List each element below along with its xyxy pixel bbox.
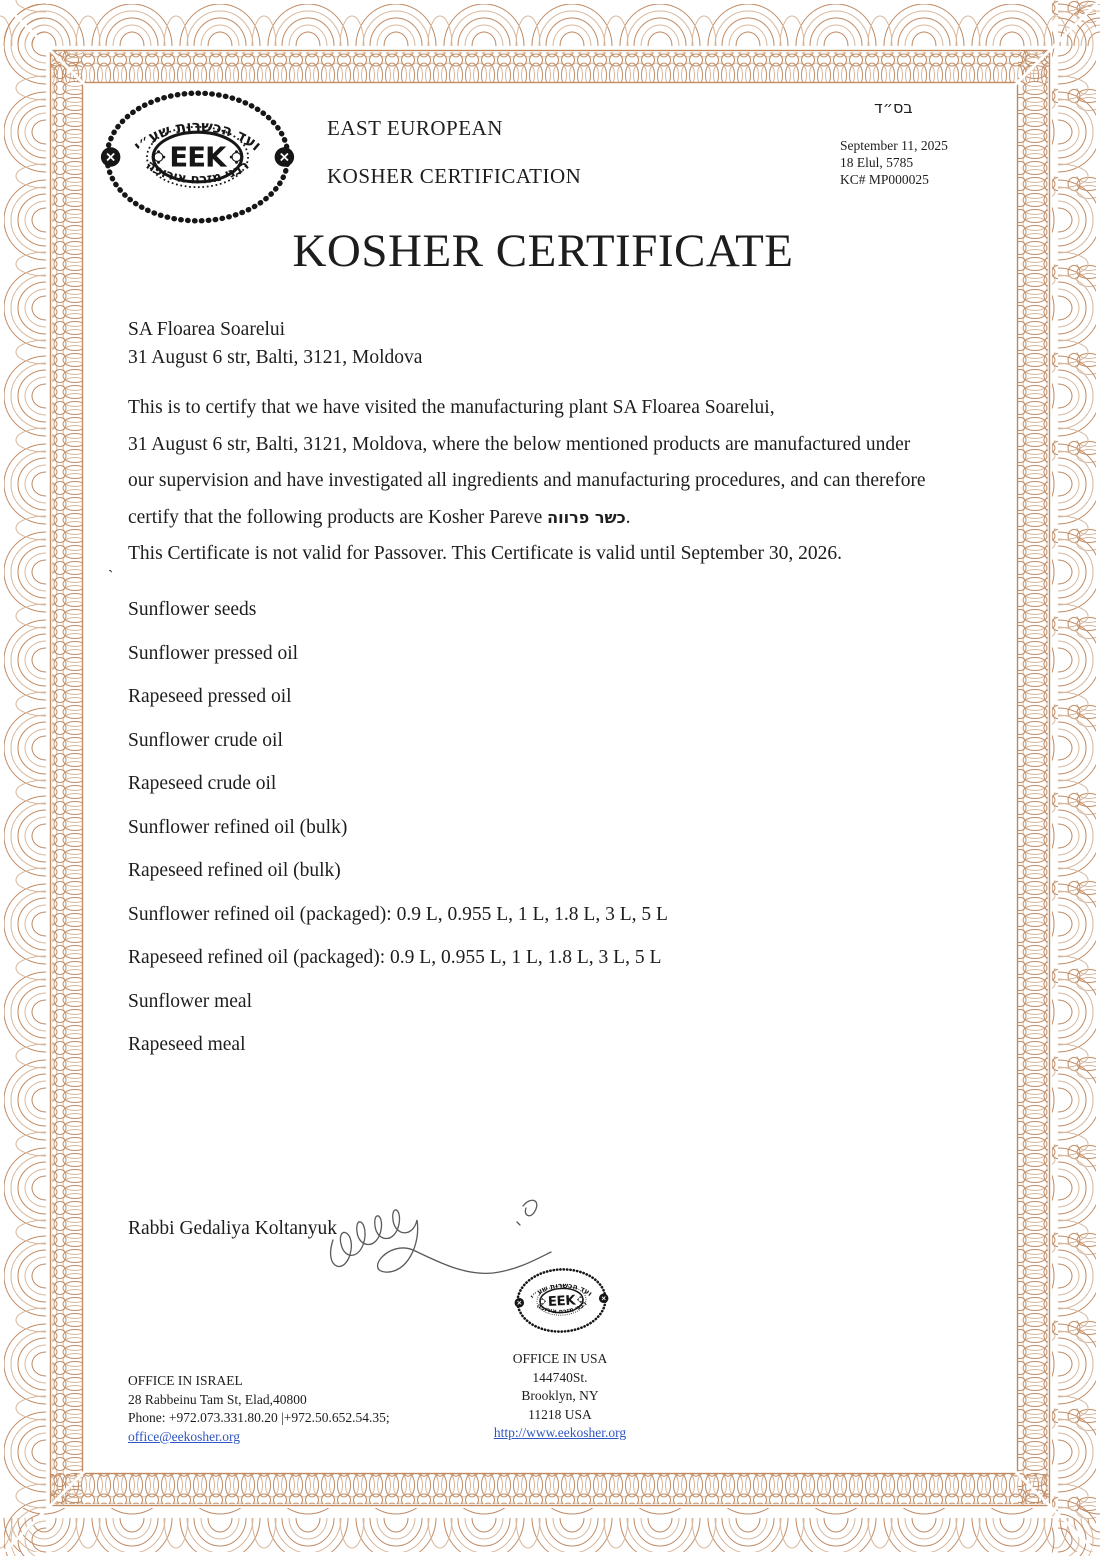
pareve-hebrew: כשר פרווה [547, 507, 626, 527]
org-name-line2: KOSHER CERTIFICATION [327, 164, 582, 188]
date-hebrew: 18 Elul, 5785 [840, 155, 914, 170]
bsd-hebrew-mark: בס״ד [874, 98, 913, 117]
office-usa-zip: 11218 USA [528, 1406, 592, 1422]
office-usa-street: 144740St. [532, 1369, 588, 1385]
office-usa-website-link[interactable]: http://www.eekosher.org [493, 1425, 627, 1440]
validity-line: This Certificate is not valid for Passover. This Certificate is valid until September 30, 2026. [128, 543, 842, 564]
product-item: Rapeseed refined oil (packaged): 0.9 L, 0.955 L, 1 L, 1.8 L, 3 L, 5 L [128, 947, 662, 968]
body-line: 31 August 6 str, Balti, 3121, Moldova, where the below mentioned products are manufactured under [128, 433, 911, 455]
company-name: SA Floarea Soarelui [128, 319, 286, 340]
certification-paragraph [128, 390, 968, 573]
product-item: Sunflower crude oil [128, 729, 283, 751]
body-line: certify that the following products are Kosher Pareve כשר פרווה. [128, 506, 631, 528]
org-name-line1: EAST EUROPEAN [327, 116, 503, 140]
product-item: Sunflower pressed oil [128, 642, 299, 664]
company-address: 31 August 6 str, Balti, 3121, Moldova [128, 347, 423, 368]
product-item: Rapeseed meal [128, 1034, 246, 1055]
company-block [128, 316, 422, 372]
certificate-title: KOSHER CERTIFICATE [292, 225, 794, 277]
product-item: Rapeseed refined oil (bulk) [128, 860, 341, 881]
office-israel-phone: Phone: +972.073.331.80.20 |+972.50.652.54.35; [128, 1410, 390, 1425]
eek-logo-seal [100, 86, 295, 228]
date-gregorian: September 11, 2025 [840, 138, 948, 153]
body-line: This is to certify that we have visited the manufacturing plant SA Floarea Soarelui, [128, 397, 775, 418]
body-line: our supervision and have investigated all ingredients and manufacturing procedures, and can therefore [128, 470, 926, 491]
office-usa-title: OFFICE IN USA [512, 1351, 608, 1366]
stray-mark: ` [108, 568, 114, 585]
office-israel-email-link[interactable]: office@eekosher.org [128, 1428, 241, 1444]
product-item: Rapeseed pressed oil [128, 686, 292, 707]
product-item: Sunflower seeds [128, 599, 257, 620]
rabbi-name: Rabbi Gedaliya Koltanyuk [128, 1218, 338, 1239]
product-item: Rapeseed crude oil [128, 773, 277, 794]
office-usa-block [430, 1350, 690, 1443]
product-item: Sunflower meal [128, 990, 253, 1012]
office-israel-title: OFFICE IN ISRAEL [128, 1373, 243, 1388]
office-usa-city: Brooklyn, NY [521, 1388, 599, 1403]
eek-stamp-seal [512, 1264, 610, 1338]
office-israel-address: 28 Rabbeinu Tam St, Elad,40800 [128, 1391, 307, 1407]
office-israel-block [128, 1372, 390, 1446]
product-item: Sunflower refined oil (bulk) [128, 816, 348, 838]
product-item: Sunflower refined oil (packaged): 0.9 L, 0.955 L, 1 L, 1.8 L, 3 L, 5 L [128, 903, 668, 925]
kc-number: KC# MP000025 [840, 172, 929, 187]
date-block [840, 137, 948, 188]
product-list [128, 600, 668, 1079]
